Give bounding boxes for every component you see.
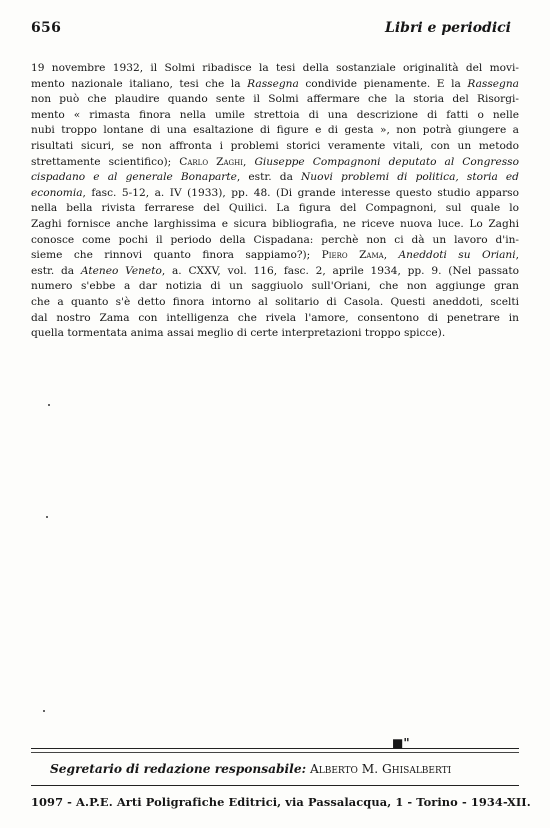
text-run: 19 novembre 1932, il Solmi ribadisce la tesi della sostanziale originalità del movi-	[31, 62, 519, 74]
printer-mark: ■"	[392, 736, 410, 750]
text-line	[31, 155, 519, 171]
text-run: mento nazionale italiano, tesi che la	[31, 77, 248, 90]
review-paragraph	[31, 61, 519, 342]
print-speck	[46, 516, 48, 518]
text-run: , fasc. 5-12, a. IV (1933), pp. 48. (Di grande interesse questo studio apparso	[82, 186, 519, 199]
text-line	[31, 264, 519, 280]
text-line	[31, 123, 519, 139]
text-run: nubi troppo lontane di una esaltazione di figure e di gesta », non potrà giungere a	[31, 124, 519, 137]
text-line	[31, 170, 519, 186]
text-run: estr. da	[31, 264, 81, 277]
editorial-secretary-line	[50, 762, 500, 776]
running-title: Libri e periodici	[385, 20, 511, 36]
text-line	[31, 201, 519, 217]
text-line	[31, 326, 519, 342]
text-line	[31, 61, 519, 77]
text-line	[31, 233, 519, 249]
text-run: , estr. da	[236, 171, 302, 184]
text-run: conosce come pochi il periodo della Cispadana: perchè non ci dà un lavoro d'in-	[31, 233, 519, 246]
text-run: ,	[243, 155, 255, 168]
page-number: 656	[31, 20, 62, 36]
print-speck	[48, 404, 50, 406]
text-run: ,	[383, 249, 399, 262]
text-run: dal nostro Zama con intelligenza che rivela l'amore, consentono di penetrare in	[31, 311, 519, 324]
text-line	[31, 217, 519, 233]
text-run: , a. CXXV, vol. 116, fasc. 2, aprile 1934, pp. 9. (Nel passato	[161, 264, 519, 277]
italic-text: economia	[31, 186, 83, 199]
italic-text: Nuovi problemi di politica, storia ed	[301, 171, 519, 184]
text-run: numero s'ebbe a dar notizia di un saggiuolo sull'Oriani, che non aggiunge gran	[31, 280, 519, 293]
text-run: non può che plaudire quando sente il Solmi affermare che la storia del Risorgi-	[31, 93, 519, 106]
italic-text: Ateneo Veneto	[80, 264, 162, 277]
text-line	[31, 186, 519, 202]
text-line	[31, 295, 519, 311]
text-run: mento « rimasta finora nella umile strettoia di una descrizione di fatti o nelle	[31, 108, 519, 121]
text-line	[31, 92, 519, 108]
text-run: risultati sicuri, se non affronta i problemi storici veramente vitali, con un metodo	[31, 139, 519, 152]
footer-rule-bottom	[31, 785, 519, 786]
text-line	[31, 139, 519, 155]
text-run: sieme che rinnovi quanto finora sappiamo?);	[31, 249, 322, 262]
text-run: quella tormentata anima assai meglio di certe interpretazioni troppo spicce).	[31, 327, 446, 340]
footer-rule-top-thin	[31, 752, 519, 753]
text-run: nella bella rivista ferrarese del Quilici. La figura del Compagnoni, sul quale lo	[31, 202, 519, 215]
secretary-role: Segretario di redazione responsabile:	[50, 762, 307, 776]
text-run: che a quanto s'è detto finora intorno al solitario di Casola. Questi aneddoti, scelti	[31, 295, 519, 308]
text-run: Zaghi fornisce anche larghissima e sicura bibliografia, ne riceve nuova luce. Lo Zaghi	[31, 217, 519, 230]
text-run: strettamente scientifico);	[31, 155, 180, 168]
footer-rule-top	[31, 748, 519, 749]
author-name: Piero Zama	[321, 249, 384, 262]
text-run: condivide pienamente. E la	[298, 77, 468, 90]
text-line	[31, 108, 519, 124]
text-line	[31, 279, 519, 295]
printer-imprint: 1097 - A.P.E. Arti Poligrafiche Editrici, via Passalacqua, 1 - Torino - 1934-XII.	[31, 795, 531, 809]
author-name: Carlo Zaghi	[179, 155, 243, 168]
text-line	[31, 77, 519, 93]
italic-text: Rassegna	[247, 77, 299, 90]
secretary-name: Alberto M. Ghisalberti	[309, 762, 452, 776]
italic-text: Giuseppe Compagnoni deputato al Congresso	[254, 155, 519, 168]
italic-text: Rassegna	[467, 77, 519, 90]
page-header	[31, 20, 519, 42]
text-run: ,	[515, 249, 519, 262]
print-speck	[43, 710, 45, 712]
text-line	[31, 248, 519, 264]
italic-text: Aneddoti su Oriani	[398, 249, 516, 262]
italic-text: cispadano e al generale Bonaparte	[31, 171, 237, 184]
text-line	[31, 311, 519, 327]
